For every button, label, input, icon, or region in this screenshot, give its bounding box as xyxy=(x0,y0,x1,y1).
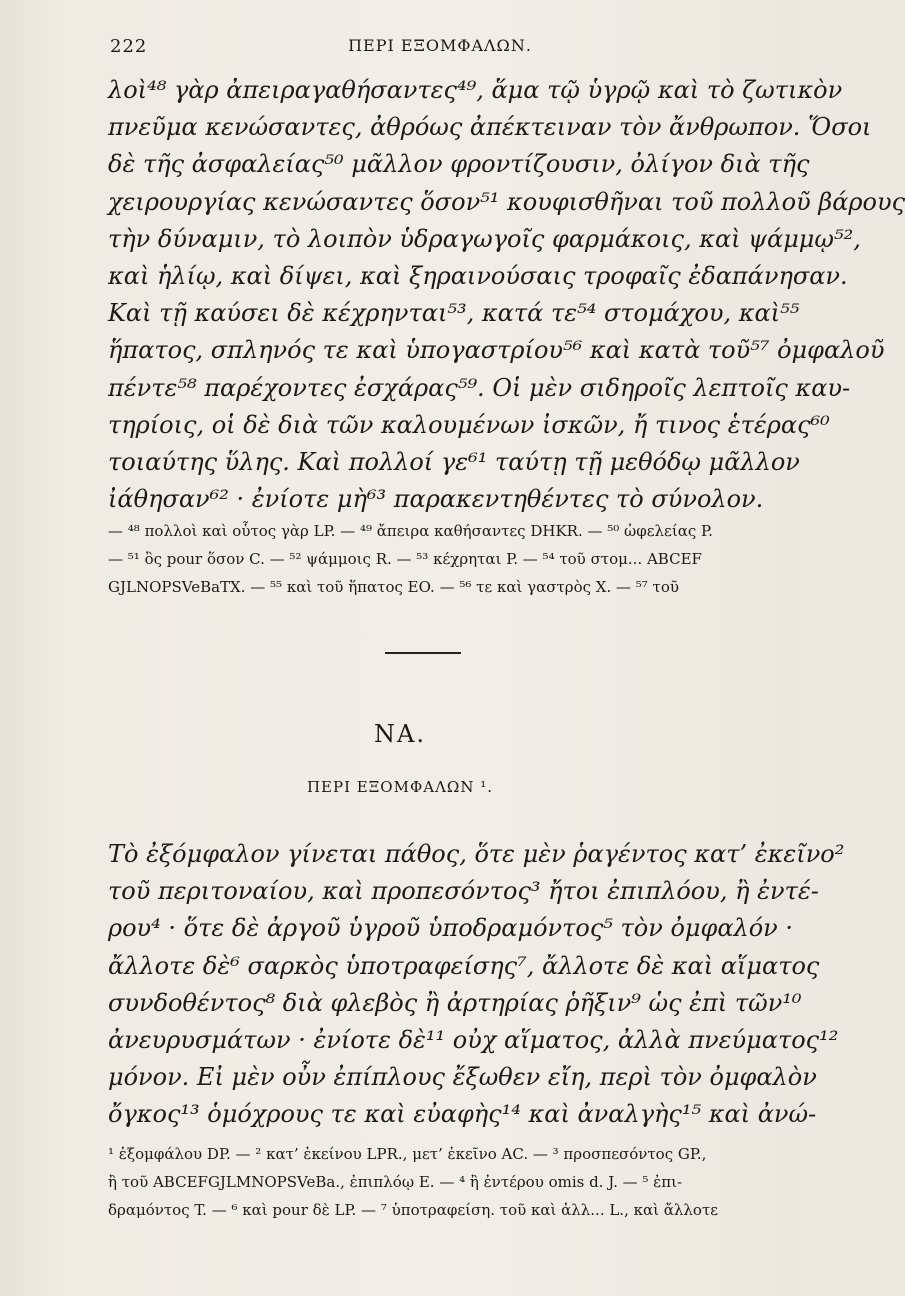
text-line: ἀνευρυσμάτων · ἐνίοτε δὲ¹¹ οὐχ αἵματος, ἀλλὰ πνεύματος¹² xyxy=(108,1025,839,1054)
chapter-title: ΠΕΡΙ ΕΞΟΜΦΑΛΩΝ ¹. xyxy=(306,778,494,796)
running-title: ΠΕΡΙ ΕΞΟΜΦΑΛΩΝ. xyxy=(348,36,532,55)
footnotes-apparatus xyxy=(108,517,768,601)
section-divider xyxy=(385,652,461,654)
text-line: τηρίοις, οἱ δὲ διὰ τῶν καλουμένων ἰσκῶν, ἤ τινος ἑτέρας⁶⁰ xyxy=(108,410,830,439)
text-line: δὲ τῆς ἀσφαλείας⁵⁰ μᾶλλον φροντίζουσιν, ὀλίγον διὰ τῆς xyxy=(108,150,810,179)
body-text-continuation xyxy=(108,72,905,518)
text-line: συνδοθέντος⁸ διὰ φλεβὸς ἢ ἀρτηρίας ῥῆξιν⁹ ὡς ἐπὶ τῶν¹⁰ xyxy=(108,988,802,1017)
text-line: ἥπατος, σπληνός τε καὶ ὑπογαστρίου⁵⁶ καὶ κατὰ τοῦ⁵⁷ ὀμφαλοῦ xyxy=(108,336,885,365)
chapter-number: ΝΑ. xyxy=(374,720,426,748)
text-line: Τὸ ἐξόμφαλον γίνεται πάθος, ὅτε μὲν ῥαγέντος κατ’ ἐκεῖνο² xyxy=(108,840,845,868)
text-line: καὶ ἡλίῳ, καὶ δίψει, καὶ ξηραινούσαις τροφαῖς ἐδαπάνησαν. xyxy=(108,261,848,290)
text-line: τὴν δύναμιν, τὸ λοιπὸν ὑδραγωγοῖς φαρμάκοις, καὶ ψάμμῳ⁵², xyxy=(108,224,861,253)
text-line: τοιαύτης ὕλης. Καὶ πολλοί γε⁶¹ ταύτῃ τῇ μεθόδῳ μᾶλλον xyxy=(108,447,800,476)
footnote-line: ἢ τοῦ ABCEFGJLMNOPSVeBa., ἐπιπλόῳ E. — ⁴ ἢ ἐντέρου omis d. J. — ⁵ ἐπι- xyxy=(108,1173,683,1191)
footnote-line: — ⁴⁸ πολλοὶ καὶ οὗτος γὰρ LP. — ⁴⁹ ἄπειρα καθήσαντες DHKR. — ⁵⁰ ὠφελείας P. xyxy=(108,522,713,540)
text-line: τοῦ περιτοναίου, καὶ προπεσόντος³ ἤτοι ἐπιπλόου, ἢ ἐντέ- xyxy=(108,877,819,906)
text-line: ἄλλοτε δὲ⁶ σαρκὸς ὑποτραφείσης⁷, ἄλλοτε δὲ καὶ αἵματος xyxy=(108,951,820,980)
chapter-body-text xyxy=(108,836,845,1134)
text-line: Καὶ τῇ καύσει δὲ κέχρηνται⁵³, κατά τε⁵⁴ στομάχου, καὶ⁵⁵ xyxy=(108,299,800,328)
chapter-footnotes xyxy=(108,1140,768,1224)
text-line: ὄγκος¹³ ὁμόχρους τε καὶ εὐαφὴς¹⁴ καὶ ἀναλγὴς¹⁵ καὶ ἀνώ- xyxy=(108,1100,817,1129)
text-line: ρου⁴ · ὅτε δὲ ἀργοῦ ὑγροῦ ὑποδραμόντος⁵ τὸν ὀμφαλόν · xyxy=(108,914,794,943)
text-line: λοὶ⁴⁸ γὰρ ἀπειραγαθήσαντες⁴⁹, ἅμα τῷ ὑγρῷ καὶ τὸ ζωτικὸν xyxy=(108,76,843,104)
text-line: μόνον. Εἰ μὲν οὖν ἐπίπλους ἔξωθεν εἴη, περὶ τὸν ὀμφαλὸν xyxy=(108,1063,817,1092)
text-line: πέντε⁵⁸ παρέχοντες ἐσχάρας⁵⁹. Οἱ μὲν σιδηροῖς λεπτοῖς καυ- xyxy=(108,373,851,402)
footnote-line: — ⁵¹ ὃς pour ὅσον C. — ⁵² ψάμμοις R. — ⁵³ κέχρηται P. — ⁵⁴ τοῦ στομ... ABCEF xyxy=(108,550,702,568)
footnote-line: δραμόντος T. — ⁶ καὶ pour δὲ LP. — ⁷ ὑποτραφείση. τοῦ καὶ ἀλλ... L., καὶ ἄλλοτε xyxy=(108,1201,719,1219)
text-line: χειρουργίας κενώσαντες ὅσον⁵¹ κουφισθῆναι τοῦ πολλοῦ βάρους xyxy=(108,187,905,216)
page-header xyxy=(110,36,770,66)
text-line: ἰάθησαν⁶² · ἐνίοτε μὴ⁶³ παρακεντηθέντες τὸ σύνολον. xyxy=(108,485,764,514)
footnote-line: ¹ ἐξομφάλου DP. — ² κατ’ ἐκείνου LPR., μετ’ ἐκεῖνο AC. — ³ προσπεσόντος GP., xyxy=(108,1145,707,1163)
text-line: πνεῦμα κενώσαντες, ἀθρόως ἀπέκτειναν τὸν ἄνθρωπον. Ὅσοι xyxy=(108,113,872,142)
page-number: 222 xyxy=(110,36,148,57)
footnote-line: GJLNOPSVeBaTX. — ⁵⁵ καὶ τοῦ ἥπατος EO. — ⁵⁶ τε καὶ γαστρὸς X. — ⁵⁷ τοῦ xyxy=(108,578,680,596)
